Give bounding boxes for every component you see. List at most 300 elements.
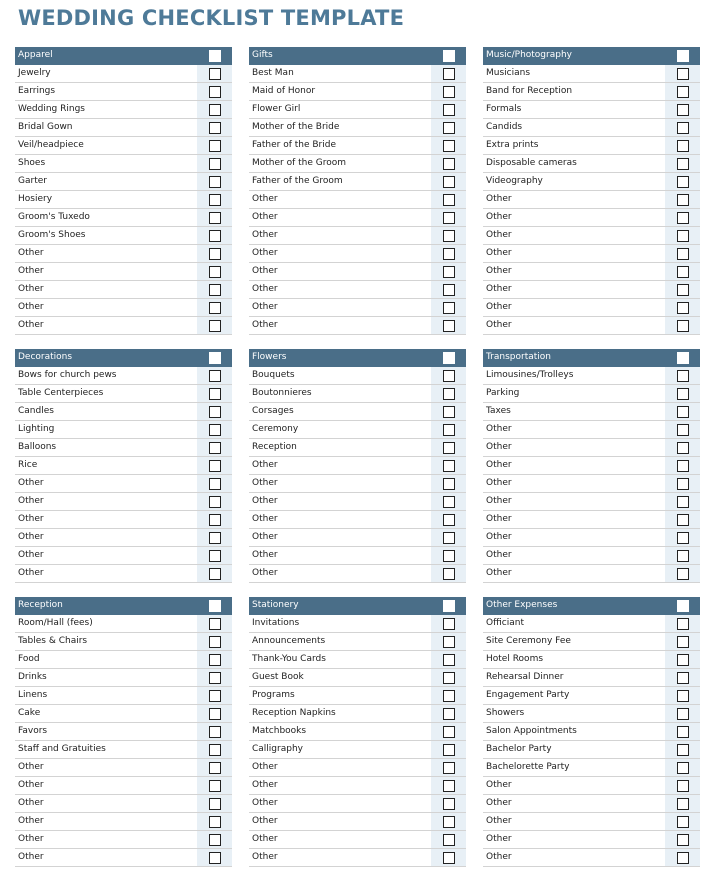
item-label: Videography [486,176,543,186]
section-checkbox[interactable] [443,352,455,364]
checklist-row [15,245,232,263]
item-label: Other [486,194,512,204]
item-checkbox[interactable] [443,478,455,490]
item-checkbox[interactable] [443,104,455,116]
checklist-row [249,155,466,173]
item-checkbox[interactable] [209,176,221,188]
item-checkbox[interactable] [677,104,689,116]
checklist-row [15,403,232,421]
checklist-row [15,705,232,723]
item-label: Father of the Bride [252,140,336,150]
item-checkbox[interactable] [677,618,689,630]
item-checkbox[interactable] [677,496,689,508]
checklist-row [15,137,232,155]
checklist-row [249,475,466,493]
item-checkbox[interactable] [677,266,689,278]
item-checkbox[interactable] [209,140,221,152]
item-checkbox[interactable] [443,406,455,418]
checklist-row [15,849,232,867]
section-checkbox[interactable] [677,352,689,364]
item-label: Other [252,212,278,222]
checklist-row [249,831,466,849]
checklist-row [483,137,700,155]
checklist-row [249,687,466,705]
item-checkbox[interactable] [443,654,455,666]
item-checkbox[interactable] [677,690,689,702]
item-label: Other [252,320,278,330]
checkbox-cell [197,403,232,420]
checkbox-cell [431,317,466,334]
item-label: Other [486,816,512,826]
item-checkbox[interactable] [677,194,689,206]
checklist-row [483,759,700,777]
item-checkbox[interactable] [209,266,221,278]
checklist-row [483,421,700,439]
checkbox-cell [197,651,232,668]
checkbox-cell [665,83,700,100]
checkbox-cell [197,281,232,298]
item-label: Other [486,284,512,294]
item-checkbox[interactable] [677,302,689,314]
item-checkbox[interactable] [443,320,455,332]
item-checkbox[interactable] [443,68,455,80]
item-label: Other [18,532,44,542]
item-label: Other [486,266,512,276]
item-checkbox[interactable] [209,460,221,472]
checklist-row [483,83,700,101]
checklist-row [249,191,466,209]
item-checkbox[interactable] [209,86,221,98]
item-checkbox[interactable] [677,388,689,400]
checklist-row [483,281,700,299]
item-checkbox[interactable] [677,478,689,490]
section-checkbox[interactable] [677,50,689,62]
checklist-row [483,813,700,831]
item-checkbox[interactable] [443,514,455,526]
item-checkbox[interactable] [677,406,689,418]
item-checkbox[interactable] [677,726,689,738]
checklist-row [249,457,466,475]
checklist-row [15,173,232,191]
checkbox-cell [197,367,232,384]
item-checkbox[interactable] [443,568,455,580]
item-label: Other [486,780,512,790]
checklist-row [483,263,700,281]
checklist-row [15,615,232,633]
item-label: Other [486,302,512,312]
item-checkbox[interactable] [209,618,221,630]
checklist-row [483,741,700,759]
checkbox-cell [665,633,700,650]
checkbox-cell [665,421,700,438]
section-header [483,47,700,65]
checkbox-cell [197,439,232,456]
item-label: Candles [18,406,54,416]
item-checkbox[interactable] [677,834,689,846]
checkbox-cell [431,439,466,456]
checklist-row [249,421,466,439]
item-checkbox[interactable] [677,212,689,224]
item-checkbox[interactable] [209,744,221,756]
item-label: Reception [252,442,297,452]
item-label: Other [486,514,512,524]
item-checkbox[interactable] [677,176,689,188]
checklist-row [15,385,232,403]
item-checkbox[interactable] [677,230,689,242]
checkbox-cell [197,47,232,64]
checklist-row [15,511,232,529]
checkbox-cell [197,511,232,528]
item-checkbox[interactable] [209,320,221,332]
item-checkbox[interactable] [209,654,221,666]
item-checkbox[interactable] [209,834,221,846]
checklist-row [483,155,700,173]
checkbox-cell [665,669,700,686]
item-checkbox[interactable] [209,212,221,224]
checkbox-cell [665,209,700,226]
item-label: Other [252,230,278,240]
item-checkbox[interactable] [443,690,455,702]
checkbox-cell [197,155,232,172]
section-checkbox[interactable] [443,50,455,62]
item-label: Earrings [18,86,56,96]
checkbox-cell [197,101,232,118]
item-checkbox[interactable] [443,550,455,562]
item-label: Other [252,248,278,258]
item-checkbox[interactable] [443,266,455,278]
item-label: Other [252,460,278,470]
checkbox-cell [431,263,466,280]
item-checkbox[interactable] [677,744,689,756]
item-checkbox[interactable] [209,708,221,720]
checkbox-cell [197,849,232,866]
item-checkbox[interactable] [677,816,689,828]
item-checkbox[interactable] [209,370,221,382]
item-checkbox[interactable] [209,550,221,562]
section-checkbox[interactable] [209,600,221,612]
checklist-row [15,723,232,741]
item-label: Shoes [18,158,46,168]
section-header [483,597,700,615]
item-label: Veil/headpiece [18,140,84,150]
item-checkbox[interactable] [443,532,455,544]
item-checkbox[interactable] [443,212,455,224]
checkbox-cell [431,547,466,564]
item-label: Other [486,834,512,844]
checkbox-cell [431,705,466,722]
item-checkbox[interactable] [677,320,689,332]
checkbox-cell [197,119,232,136]
item-label: Other [486,496,512,506]
item-checkbox[interactable] [443,672,455,684]
item-checkbox[interactable] [209,194,221,206]
checklist-row [15,457,232,475]
checklist-row [483,723,700,741]
item-checkbox[interactable] [677,514,689,526]
checklist-row [483,529,700,547]
checklist-row [483,457,700,475]
checklist-row [249,263,466,281]
checklist-row [249,795,466,813]
item-checkbox[interactable] [443,618,455,630]
checkbox-cell [197,457,232,474]
item-checkbox[interactable] [443,816,455,828]
item-checkbox[interactable] [677,248,689,260]
item-label: Guest Book [252,672,304,682]
checkbox-cell [431,633,466,650]
item-checkbox[interactable] [209,284,221,296]
item-label: Mother of the Bride [252,122,340,132]
checkbox-cell [431,191,466,208]
item-checkbox[interactable] [443,388,455,400]
item-checkbox[interactable] [443,780,455,792]
item-label: Other [252,284,278,294]
item-checkbox[interactable] [677,122,689,134]
item-checkbox[interactable] [209,158,221,170]
item-label: Other [18,852,44,862]
checkbox-cell [197,421,232,438]
section-checkbox[interactable] [677,600,689,612]
item-label: Other [18,302,44,312]
item-checkbox[interactable] [443,176,455,188]
item-label: Site Ceremony Fee [486,636,571,646]
item-checkbox[interactable] [209,104,221,116]
checkbox-cell [665,191,700,208]
item-checkbox[interactable] [443,424,455,436]
item-checkbox[interactable] [209,514,221,526]
checkbox-cell [197,529,232,546]
item-checkbox[interactable] [209,852,221,864]
checkbox-cell [665,317,700,334]
item-checkbox[interactable] [443,140,455,152]
item-checkbox[interactable] [443,460,455,472]
checkbox-cell [431,47,466,64]
checklist-row [483,633,700,651]
item-checkbox[interactable] [443,122,455,134]
item-checkbox[interactable] [677,442,689,454]
checklist-row [483,367,700,385]
checkbox-cell [665,457,700,474]
item-checkbox[interactable] [443,496,455,508]
checklist-row [15,317,232,335]
item-checkbox[interactable] [677,424,689,436]
item-checkbox[interactable] [209,442,221,454]
checklist-row [249,723,466,741]
checkbox-cell [665,547,700,564]
item-label: Other [18,834,44,844]
checkbox-cell [665,47,700,64]
item-checkbox[interactable] [443,230,455,242]
checklist-row [249,119,466,137]
item-checkbox[interactable] [677,158,689,170]
item-label: Other [486,532,512,542]
item-checkbox[interactable] [209,122,221,134]
item-checkbox[interactable] [209,478,221,490]
item-checkbox[interactable] [443,726,455,738]
section-other-expenses [483,597,700,867]
checklist-row [15,263,232,281]
checkbox-cell [665,705,700,722]
item-checkbox[interactable] [443,442,455,454]
checklist-row [15,795,232,813]
item-checkbox[interactable] [209,68,221,80]
item-label: Other [18,266,44,276]
item-label: Other [252,816,278,826]
item-label: Father of the Groom [252,176,343,186]
item-label: Other [252,496,278,506]
item-label: Parking [486,388,520,398]
item-checkbox[interactable] [677,460,689,472]
item-checkbox[interactable] [209,672,221,684]
item-label: Other [486,852,512,862]
checklist-row [483,475,700,493]
item-label: Boutonnieres [252,388,312,398]
item-checkbox[interactable] [677,780,689,792]
item-checkbox[interactable] [677,654,689,666]
item-label: Other [252,514,278,524]
checkbox-cell [197,385,232,402]
item-label: Showers [486,708,525,718]
checkbox-cell [431,457,466,474]
item-label: Other [18,478,44,488]
item-checkbox[interactable] [209,798,221,810]
item-label: Other [486,478,512,488]
item-checkbox[interactable] [209,532,221,544]
item-label: Other [486,460,512,470]
checkbox-cell [431,597,466,614]
item-checkbox[interactable] [443,798,455,810]
item-label: Bridal Gown [18,122,73,132]
checklist-row [249,227,466,245]
item-checkbox[interactable] [443,834,455,846]
item-checkbox[interactable] [677,852,689,864]
item-checkbox[interactable] [677,140,689,152]
item-checkbox[interactable] [443,708,455,720]
item-checkbox[interactable] [443,248,455,260]
item-checkbox[interactable] [677,568,689,580]
section-header [15,47,232,65]
item-checkbox[interactable] [443,194,455,206]
item-label: Calligraphy [252,744,303,754]
item-checkbox[interactable] [443,636,455,648]
item-checkbox[interactable] [677,86,689,98]
item-checkbox[interactable] [209,690,221,702]
item-checkbox[interactable] [677,550,689,562]
checklist-row [15,65,232,83]
item-checkbox[interactable] [209,230,221,242]
item-checkbox[interactable] [677,798,689,810]
checklist-row [483,705,700,723]
checklist-row [249,633,466,651]
item-checkbox[interactable] [677,370,689,382]
item-checkbox[interactable] [209,424,221,436]
item-checkbox[interactable] [209,406,221,418]
checklist-row [483,669,700,687]
item-label: Other [486,568,512,578]
checklist-row [15,669,232,687]
checklist-row [249,651,466,669]
item-checkbox[interactable] [677,532,689,544]
checkbox-cell [431,615,466,632]
item-checkbox[interactable] [443,852,455,864]
item-checkbox[interactable] [209,762,221,774]
item-label: Invitations [252,618,300,628]
section-title: Reception [18,600,63,610]
checklist-row [483,191,700,209]
checkbox-cell [665,849,700,866]
item-label: Matchbooks [252,726,307,736]
item-label: Other [252,762,278,772]
checklist-row [15,687,232,705]
item-checkbox[interactable] [209,388,221,400]
item-checkbox[interactable] [209,636,221,648]
item-checkbox[interactable] [209,248,221,260]
item-checkbox[interactable] [209,726,221,738]
checklist-row [483,547,700,565]
checklist-row [483,385,700,403]
section-header [15,349,232,367]
item-checkbox[interactable] [443,302,455,314]
item-checkbox[interactable] [443,744,455,756]
checkbox-cell [431,421,466,438]
checklist-row [483,119,700,137]
item-checkbox[interactable] [209,496,221,508]
checklist-row [15,813,232,831]
item-label: Rehearsal Dinner [486,672,564,682]
item-label: Taxes [486,406,511,416]
page-title: WEDDING CHECKLIST TEMPLATE [18,6,405,30]
section-header [15,597,232,615]
checkbox-cell [431,281,466,298]
checkbox-cell [197,705,232,722]
item-label: Other [252,302,278,312]
item-label: Other [252,780,278,790]
checklist-row [15,633,232,651]
item-checkbox[interactable] [677,284,689,296]
checklist-row [483,687,700,705]
item-checkbox[interactable] [677,68,689,80]
checklist-row [249,65,466,83]
item-checkbox[interactable] [677,672,689,684]
checklist-row [483,245,700,263]
item-checkbox[interactable] [443,86,455,98]
checkbox-cell [197,597,232,614]
item-checkbox[interactable] [443,158,455,170]
item-checkbox[interactable] [677,708,689,720]
checkbox-cell [431,209,466,226]
item-checkbox[interactable] [443,370,455,382]
checkbox-cell [431,831,466,848]
checkbox-cell [665,65,700,82]
item-checkbox[interactable] [443,284,455,296]
section-checkbox[interactable] [209,352,221,364]
item-checkbox[interactable] [209,302,221,314]
item-checkbox[interactable] [443,762,455,774]
checkbox-cell [431,245,466,262]
item-checkbox[interactable] [209,816,221,828]
item-checkbox[interactable] [677,762,689,774]
checkbox-cell [197,759,232,776]
item-checkbox[interactable] [209,568,221,580]
section-checkbox[interactable] [209,50,221,62]
checkbox-cell [665,299,700,316]
checklist-grid [15,47,700,867]
item-checkbox[interactable] [677,636,689,648]
checklist-row [15,439,232,457]
item-checkbox[interactable] [209,780,221,792]
section-title: Music/Photography [486,50,572,60]
section-checkbox[interactable] [443,600,455,612]
